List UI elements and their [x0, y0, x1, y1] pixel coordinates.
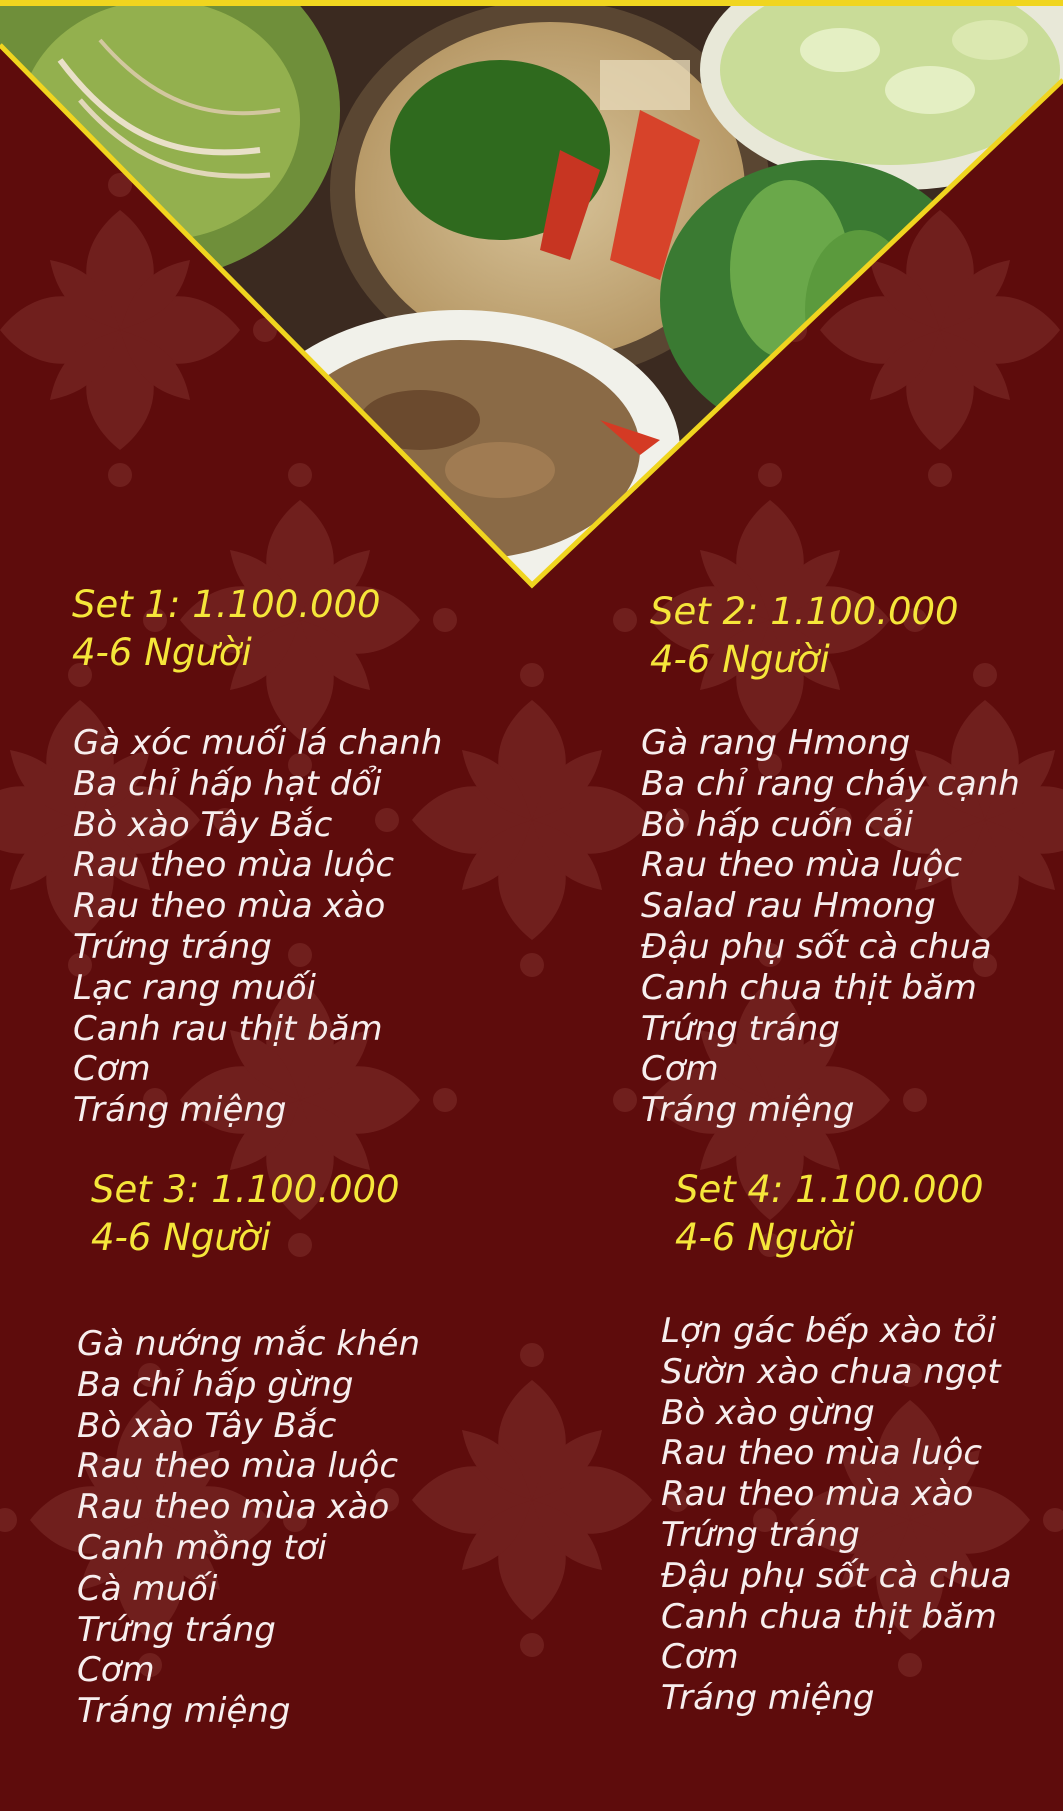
list-item: Tráng miệng	[73, 1090, 287, 1131]
set-2-dish-list	[641, 723, 1020, 1131]
list-item: Trứng tráng	[661, 1514, 860, 1555]
set-1-price: Set 1: 1.100.000	[72, 583, 381, 626]
list-item: Trứng tráng	[77, 1609, 276, 1650]
list-item: Cơm	[661, 1637, 739, 1678]
list-item: Lạc rang muối	[73, 967, 316, 1008]
list-item: Bò xào gừng	[661, 1392, 875, 1433]
list-item: Lợn gác bếp xào tỏi	[661, 1311, 997, 1351]
set-1-heading	[72, 581, 381, 677]
list-item: Gà nướng mắc khén	[77, 1324, 420, 1364]
set-1-people: 4-6 Người	[72, 631, 252, 674]
list-item: Canh rau thịt băm	[73, 1008, 383, 1049]
set-3-people: 4-6 Người	[91, 1216, 271, 1259]
set-1-dish-list	[73, 723, 442, 1131]
set-4-dish-list	[661, 1311, 1012, 1719]
list-item: Rau theo mùa luộc	[661, 1433, 983, 1474]
list-item: Rau theo mùa xào	[661, 1474, 974, 1515]
list-item: Rau theo mùa xào	[77, 1487, 390, 1528]
list-item: Cơm	[641, 1049, 719, 1090]
list-item: Ba chỉ hấp gừng	[77, 1364, 354, 1405]
set-4-heading	[675, 1166, 984, 1262]
list-item: Tráng miệng	[641, 1090, 855, 1131]
list-item: Cà muối	[77, 1568, 218, 1609]
set-2-price: Set 2: 1.100.000	[650, 590, 959, 633]
list-item: Salad rau Hmong	[641, 886, 936, 927]
set-3-price: Set 3: 1.100.000	[91, 1168, 400, 1211]
list-item: Trứng tráng	[641, 1008, 840, 1049]
list-item: Ba chỉ hấp hạt dổi	[73, 763, 382, 804]
set-2-heading	[650, 588, 959, 684]
set-3-heading	[91, 1166, 400, 1262]
list-item: Rau theo mùa xào	[73, 886, 386, 927]
list-item: Canh chua thịt băm	[661, 1596, 997, 1637]
set-3-dish-list	[77, 1324, 420, 1732]
list-item: Rau theo mùa luộc	[77, 1446, 399, 1487]
list-item: Sườn xào chua ngọt	[661, 1351, 1001, 1392]
list-item: Đậu phụ sốt cà chua	[641, 926, 992, 967]
list-item: Cơm	[73, 1049, 151, 1090]
set-4-price: Set 4: 1.100.000	[675, 1168, 984, 1211]
list-item: Bò hấp cuốn cải	[641, 804, 914, 845]
list-item: Ba chỉ rang cháy cạnh	[641, 763, 1020, 804]
set-4-people: 4-6 Người	[675, 1216, 855, 1259]
list-item: Canh chua thịt băm	[641, 967, 977, 1008]
list-item: Gà rang Hmong	[641, 723, 911, 763]
list-item: Tráng miệng	[77, 1691, 291, 1732]
list-item: Bò xào Tây Bắc	[73, 804, 333, 845]
list-item: Tráng miệng	[661, 1678, 875, 1719]
list-item: Rau theo mùa luộc	[73, 845, 395, 886]
set-2-people: 4-6 Người	[650, 638, 830, 681]
list-item: Rau theo mùa luộc	[641, 845, 963, 886]
list-item: Cơm	[77, 1650, 155, 1691]
list-item: Canh mồng tơi	[77, 1527, 327, 1568]
list-item: Gà xóc muối lá chanh	[73, 723, 443, 763]
list-item: Bò xào Tây Bắc	[77, 1405, 337, 1446]
list-item: Đậu phụ sốt cà chua	[661, 1555, 1012, 1596]
list-item: Trứng tráng	[73, 926, 272, 967]
